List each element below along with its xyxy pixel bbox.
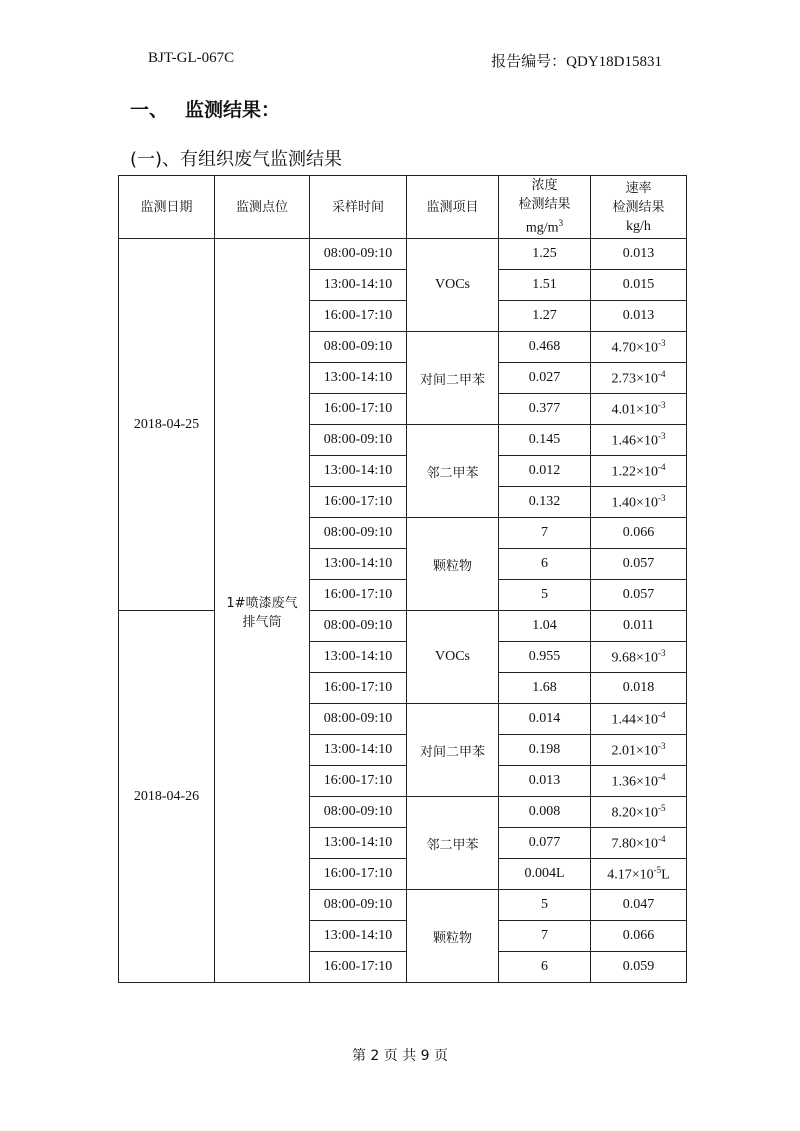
monitoring-item-cell: VOCs — [407, 611, 499, 704]
emission-rate-cell — [591, 363, 687, 394]
rate-mantissa: 1.46×10 — [611, 433, 658, 449]
emission-rate-cell — [591, 239, 687, 270]
rate-mantissa: 1.36×10 — [611, 774, 658, 790]
sampling-time-cell: 08:00-09:10 — [310, 332, 407, 363]
emission-rate-cell — [591, 704, 687, 735]
rate-mantissa: 4.01×10 — [611, 402, 658, 418]
emission-rate-cell — [591, 642, 687, 673]
rate-exponent: -4 — [657, 771, 666, 782]
rate-mantissa: 4.17×10 — [607, 867, 654, 883]
rate-exponent: -4 — [657, 461, 666, 472]
monitoring-item-cell: VOCs — [407, 239, 499, 332]
rate-mantissa: 1.22×10 — [611, 464, 658, 480]
rate-mantissa: 0.013 — [622, 308, 655, 323]
section-heading — [130, 95, 280, 122]
rate-mantissa: 0.015 — [622, 277, 655, 292]
rate-exponent: -4 — [657, 833, 666, 844]
concentration-cell: 0.013 — [499, 766, 591, 797]
rate-mantissa: 0.059 — [622, 959, 655, 974]
concentration-cell: 1.27 — [499, 301, 591, 332]
rate-mantissa: 0.057 — [622, 587, 655, 602]
monitoring-results-table — [118, 175, 687, 983]
emission-rate-cell — [591, 301, 687, 332]
sampling-time-cell: 16:00-17:10 — [310, 394, 407, 425]
concentration-cell: 0.145 — [499, 425, 591, 456]
sampling-time-cell: 16:00-17:10 — [310, 487, 407, 518]
point-line1: 1#喷漆废气 — [226, 595, 298, 611]
concentration-cell: 5 — [499, 890, 591, 921]
monitoring-point-cell — [215, 239, 310, 983]
page-footer: 第 2 页 共 9 页 — [351, 1048, 449, 1064]
section-number: 一、 — [130, 99, 169, 121]
table-body — [119, 239, 687, 983]
sampling-time-cell: 08:00-09:10 — [310, 425, 407, 456]
concentration-cell: 0.008 — [499, 797, 591, 828]
sampling-time-cell: 13:00-14:10 — [310, 270, 407, 301]
rate-exponent: -3 — [657, 740, 666, 751]
header-concentration — [499, 176, 591, 239]
rate-mantissa: 0.018 — [622, 680, 655, 695]
subsection-heading: (一)、有组织废气监测结果 — [130, 149, 343, 170]
emission-rate-cell — [591, 270, 687, 301]
header-rate — [591, 176, 687, 239]
rate-mantissa: 0.066 — [622, 525, 655, 540]
rate-exponent: -3 — [657, 647, 666, 658]
concentration-cell: 0.132 — [499, 487, 591, 518]
emission-rate-cell — [591, 952, 687, 983]
rate-exponent: -3 — [657, 399, 666, 410]
sampling-time-cell: 13:00-14:10 — [310, 828, 407, 859]
rate-exponent: -5 — [657, 802, 666, 813]
rate-mantissa: 9.68×10 — [611, 650, 658, 666]
sampling-time-cell: 16:00-17:10 — [310, 580, 407, 611]
monitoring-item-cell: 邻二甲苯 — [407, 797, 499, 890]
concentration-cell: 1.04 — [499, 611, 591, 642]
concentration-cell: 0.955 — [499, 642, 591, 673]
header-conc-line2: 检测结果 — [518, 197, 571, 213]
emission-rate-cell — [591, 580, 687, 611]
date-cell: 2018-04-25 — [119, 239, 215, 611]
rate-mantissa: 2.01×10 — [611, 743, 658, 759]
sampling-time-cell: 16:00-17:10 — [310, 766, 407, 797]
emission-rate-cell — [591, 518, 687, 549]
sampling-time-cell: 13:00-14:10 — [310, 363, 407, 394]
sampling-time-cell: 16:00-17:10 — [310, 952, 407, 983]
emission-rate-cell — [591, 425, 687, 456]
header-rate-line1: 速率 — [625, 180, 652, 196]
report-form-code: BJT-GL-067C — [148, 50, 235, 66]
header-rate-unit: kg/h — [626, 218, 651, 234]
rate-exponent: -4 — [657, 709, 666, 720]
table-row — [119, 239, 687, 270]
header-point: 监测点位 — [215, 176, 310, 239]
sampling-time-cell: 13:00-14:10 — [310, 921, 407, 952]
sampling-time-cell: 08:00-09:10 — [310, 611, 407, 642]
sampling-time-cell: 16:00-17:10 — [310, 859, 407, 890]
emission-rate-cell — [591, 921, 687, 952]
rate-mantissa: 2.73×10 — [611, 371, 658, 387]
rate-mantissa: 0.011 — [623, 618, 654, 633]
rate-mantissa: 0.013 — [622, 246, 655, 261]
rate-mantissa: 4.70×10 — [611, 340, 658, 356]
report-number: 报告编号：QDY18D15831 — [491, 54, 662, 70]
emission-rate-cell — [591, 766, 687, 797]
sampling-time-cell: 13:00-14:10 — [310, 549, 407, 580]
concentration-cell: 6 — [499, 952, 591, 983]
sampling-time-cell: 16:00-17:10 — [310, 301, 407, 332]
concentration-cell: 7 — [499, 518, 591, 549]
header-rate-line2: 检测结果 — [612, 199, 665, 215]
monitoring-item-cell: 颗粒物 — [407, 518, 499, 611]
concentration-cell: 0.468 — [499, 332, 591, 363]
emission-rate-cell — [591, 735, 687, 766]
emission-rate-cell — [591, 611, 687, 642]
sampling-time-cell: 13:00-14:10 — [310, 642, 407, 673]
header-conc-line1: 浓度 — [531, 178, 558, 194]
rate-exponent: -3 — [657, 337, 666, 348]
rate-mantissa: 0.066 — [622, 928, 655, 943]
header-conc-unit: $mg/m^3$ — [525, 218, 564, 236]
rate-mantissa: 1.44×10 — [611, 712, 658, 728]
rate-exponent: -3 — [657, 430, 666, 441]
sampling-time-cell: 13:00-14:10 — [310, 735, 407, 766]
sampling-time-cell: 13:00-14:10 — [310, 456, 407, 487]
concentration-cell: 6 — [499, 549, 591, 580]
rate-exponent: -3 — [657, 492, 666, 503]
sampling-time-cell: 08:00-09:10 — [310, 239, 407, 270]
concentration-cell: 0.027 — [499, 363, 591, 394]
rate-exponent: -5 — [653, 864, 662, 875]
emission-rate-cell — [591, 890, 687, 921]
concentration-cell: 0.014 — [499, 704, 591, 735]
section-title: 监测结果： — [185, 99, 281, 121]
emission-rate-cell — [591, 828, 687, 859]
monitoring-item-cell: 对间二甲苯 — [407, 704, 499, 797]
concentration-cell: 0.012 — [499, 456, 591, 487]
concentration-cell: 5 — [499, 580, 591, 611]
concentration-cell: 7 — [499, 921, 591, 952]
monitoring-item-cell: 对间二甲苯 — [407, 332, 499, 425]
concentration-cell: 1.25 — [499, 239, 591, 270]
emission-rate-cell — [591, 456, 687, 487]
concentration-cell: 0.004L — [499, 859, 591, 890]
rate-mantissa: 1.40×10 — [611, 495, 658, 511]
sampling-time-cell: 16:00-17:10 — [310, 673, 407, 704]
table-row — [119, 611, 687, 642]
point-line2: 排气筒 — [242, 614, 282, 630]
rate-suffix: L — [661, 867, 670, 883]
emission-rate-cell — [591, 549, 687, 580]
rate-mantissa: 0.047 — [622, 897, 655, 912]
emission-rate-cell — [591, 797, 687, 828]
concentration-cell: 1.51 — [499, 270, 591, 301]
header-time: 采样时间 — [310, 176, 407, 239]
concentration-cell: 0.377 — [499, 394, 591, 425]
sampling-time-cell: 08:00-09:10 — [310, 518, 407, 549]
sampling-time-cell: 08:00-09:10 — [310, 704, 407, 735]
rate-mantissa: 8.20×10 — [611, 805, 658, 821]
date-cell: 2018-04-26 — [119, 611, 215, 983]
concentration-cell: 1.68 — [499, 673, 591, 704]
rate-exponent: -4 — [657, 368, 666, 379]
rate-mantissa: 7.80×10 — [611, 836, 658, 852]
rate-mantissa: 0.057 — [622, 556, 655, 571]
header-item: 监测项目 — [407, 176, 499, 239]
sampling-time-cell: 08:00-09:10 — [310, 890, 407, 921]
concentration-cell: 0.077 — [499, 828, 591, 859]
monitoring-item-cell: 颗粒物 — [407, 890, 499, 983]
concentration-cell: 0.198 — [499, 735, 591, 766]
header-date: 监测日期 — [119, 176, 215, 239]
table-header-row — [119, 176, 687, 239]
emission-rate-cell — [591, 394, 687, 425]
emission-rate-cell — [591, 673, 687, 704]
sampling-time-cell: 08:00-09:10 — [310, 797, 407, 828]
emission-rate-cell — [591, 859, 687, 890]
monitoring-item-cell: 邻二甲苯 — [407, 425, 499, 518]
emission-rate-cell — [591, 332, 687, 363]
emission-rate-cell — [591, 487, 687, 518]
